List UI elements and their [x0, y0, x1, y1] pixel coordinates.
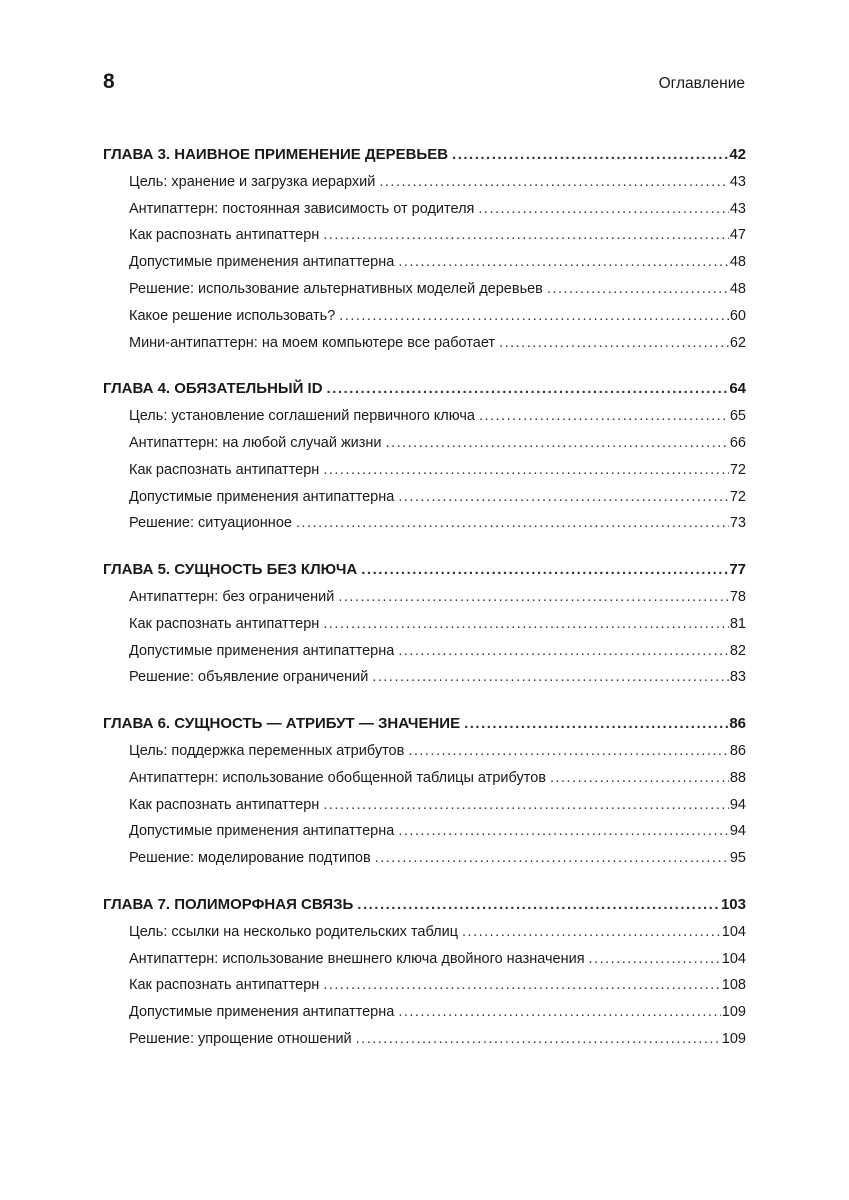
toc-entry-label: Цель: ссылки на несколько родительских таблиц — [129, 923, 459, 940]
dot-leader — [479, 403, 729, 430]
toc-chapter — [103, 376, 746, 537]
chapter-page: 64 — [729, 380, 746, 398]
toc-entry[interactable] — [103, 303, 746, 330]
toc-entry-label: Допустимые применения антипаттерна — [129, 642, 395, 659]
toc-entry-page: 82 — [729, 642, 746, 659]
chapter-page: 103 — [720, 895, 746, 913]
toc-entry-label: Как распознать антипаттерн — [129, 461, 320, 478]
dot-leader — [339, 303, 729, 330]
running-title: Оглавление — [658, 75, 745, 92]
dot-leader — [323, 792, 729, 819]
toc-entry-label: Решение: ситуационное — [129, 515, 292, 532]
dot-leader — [357, 892, 720, 919]
toc-entry-label: Допустимые применения антипаттерна — [129, 823, 395, 840]
toc-entry-label: Антипаттерн: использование внешнего ключа двойного назначения — [129, 950, 585, 967]
toc-entry-page: 43 — [729, 173, 746, 190]
toc-entry[interactable] — [103, 738, 746, 765]
dot-leader — [323, 611, 729, 638]
toc-entry-label: Антипаттерн: использование обобщенной таблицы атрибутов — [129, 769, 546, 786]
toc-entry-page: 66 — [729, 434, 746, 451]
toc-entry-label: Решение: моделирование подтипов — [129, 850, 371, 867]
dot-leader — [323, 457, 729, 484]
toc-chapter — [103, 557, 746, 691]
dot-leader — [589, 946, 721, 973]
toc-entry-label: Допустимые применения антипаттерна — [129, 254, 395, 271]
toc-entry-page: 88 — [729, 769, 746, 786]
dot-leader — [398, 638, 729, 665]
toc-entry-page: 60 — [729, 307, 746, 324]
toc-entry[interactable] — [103, 999, 746, 1026]
toc-entry-page: 83 — [729, 669, 746, 686]
toc-entry[interactable] — [103, 276, 746, 303]
toc-entry-label: Решение: использование альтернативных моделей деревьев — [129, 280, 543, 297]
toc-entry-page: 78 — [729, 588, 746, 605]
dot-leader — [379, 169, 729, 196]
toc-entry-label: Решение: объявление ограничений — [129, 669, 369, 686]
toc-entry-page: 94 — [729, 823, 746, 840]
toc-chapter-entry[interactable] — [103, 376, 746, 403]
dot-leader — [361, 557, 728, 584]
toc-entry[interactable] — [103, 457, 746, 484]
toc-entry-label: Какое решение использовать? — [129, 307, 336, 324]
dot-leader — [452, 142, 728, 169]
toc-entry-page: 108 — [721, 977, 746, 994]
toc-entry[interactable] — [103, 664, 746, 691]
dot-leader — [398, 484, 729, 511]
toc-entry[interactable] — [103, 919, 746, 946]
dot-leader — [550, 765, 729, 792]
dot-leader — [398, 999, 720, 1026]
chapter-title: ГЛАВА 7. ПОЛИМОРФНАЯ СВЯЗЬ — [103, 895, 354, 913]
toc-entry-label: Мини-антипаттерн: на моем компьютере все работает — [129, 334, 496, 351]
toc-entry-page: 43 — [729, 200, 746, 217]
toc-entry-page: 109 — [721, 1030, 746, 1047]
toc-entry-page: 65 — [729, 408, 746, 425]
dot-leader — [547, 276, 729, 303]
toc-entry[interactable] — [103, 638, 746, 665]
toc-entry[interactable] — [103, 765, 746, 792]
dot-leader — [386, 430, 729, 457]
toc-entry[interactable] — [103, 845, 746, 872]
chapter-title: ГЛАВА 5. СУЩНОСТЬ БЕЗ КЛЮЧА — [103, 561, 358, 579]
dot-leader — [408, 738, 729, 765]
chapter-title: ГЛАВА 3. НАИВНОЕ ПРИМЕНЕНИЕ ДЕРЕВЬЕВ — [103, 146, 449, 163]
toc-entry-page: 72 — [729, 461, 746, 478]
toc-entry-label: Цель: поддержка переменных атрибутов — [129, 742, 405, 759]
toc-entry[interactable] — [103, 403, 746, 430]
dot-leader — [296, 510, 729, 537]
toc-chapter-entry[interactable] — [103, 892, 746, 919]
dot-leader — [372, 664, 729, 691]
toc-chapter — [103, 142, 746, 356]
chapter-title: ГЛАВА 4. ОБЯЗАТЕЛЬНЫЙ ID — [103, 380, 323, 398]
toc-entry-page: 48 — [729, 280, 746, 297]
toc-entry-label: Допустимые применения антипаттерна — [129, 488, 395, 505]
toc-entry-page: 104 — [721, 923, 746, 940]
toc-chapter — [103, 892, 746, 1053]
toc-entry[interactable] — [103, 196, 746, 223]
toc-entry-page: 95 — [729, 850, 746, 867]
toc-entry[interactable] — [103, 792, 746, 819]
toc-entry[interactable] — [103, 222, 746, 249]
chapter-page: 86 — [729, 715, 746, 733]
dot-leader — [323, 972, 720, 999]
chapter-page: 42 — [729, 146, 746, 163]
toc-entry[interactable] — [103, 818, 746, 845]
dot-leader — [338, 584, 729, 611]
toc-chapter-entry[interactable] — [103, 142, 746, 169]
toc-entry-page: 104 — [721, 950, 746, 967]
toc-entry-page: 109 — [721, 1004, 746, 1021]
dot-leader — [478, 196, 728, 223]
dot-leader — [323, 222, 729, 249]
dot-leader — [464, 711, 728, 738]
toc-entry-page: 72 — [729, 488, 746, 505]
table-of-contents — [103, 142, 746, 1073]
toc-chapter-entry[interactable] — [103, 557, 746, 584]
toc-entry[interactable] — [103, 611, 746, 638]
toc-entry[interactable] — [103, 972, 746, 999]
toc-entry-page: 48 — [729, 254, 746, 271]
page-number: 8 — [103, 70, 115, 93]
toc-entry[interactable] — [103, 510, 746, 537]
toc-entry-label: Цель: хранение и загрузка иерархий — [129, 173, 376, 190]
toc-entry-page: 94 — [729, 796, 746, 813]
chapter-page: 77 — [729, 561, 746, 579]
toc-entry-page: 62 — [729, 334, 746, 351]
toc-entry-page: 86 — [729, 742, 746, 759]
dot-leader — [398, 818, 729, 845]
toc-entry-label: Антипаттерн: на любой случай жизни — [129, 434, 382, 451]
toc-entry-page: 73 — [729, 515, 746, 532]
toc-entry-label: Как распознать антипаттерн — [129, 796, 320, 813]
toc-entry[interactable] — [103, 584, 746, 611]
toc-entry[interactable] — [103, 946, 746, 973]
toc-entry-page: 81 — [729, 615, 746, 632]
toc-chapter — [103, 711, 746, 872]
toc-entry-label: Решение: упрощение отношений — [129, 1030, 352, 1047]
toc-entry[interactable] — [103, 249, 746, 276]
toc-entry-label: Антипаттерн: постоянная зависимость от родителя — [129, 200, 475, 217]
toc-entry-label: Цель: установление соглашений первичного ключа — [129, 408, 475, 425]
toc-entry-page: 47 — [729, 227, 746, 244]
dot-leader — [327, 376, 729, 403]
chapter-title: ГЛАВА 6. СУЩНОСТЬ — АТРИБУТ — ЗНАЧЕНИЕ — [103, 715, 461, 733]
dot-leader — [499, 330, 729, 357]
dot-leader — [398, 249, 729, 276]
toc-chapter-entry[interactable] — [103, 711, 746, 738]
dot-leader — [375, 845, 729, 872]
toc-entry[interactable] — [103, 169, 746, 196]
toc-entry[interactable] — [103, 430, 746, 457]
toc-entry-label: Как распознать антипаттерн — [129, 615, 320, 632]
toc-entry-label: Антипаттерн: без ограничений — [129, 588, 335, 605]
dot-leader — [462, 919, 721, 946]
toc-entry-label: Как распознать антипаттерн — [129, 977, 320, 994]
toc-entry[interactable] — [103, 330, 746, 357]
toc-entry-label: Как распознать антипаттерн — [129, 227, 320, 244]
toc-entry[interactable] — [103, 484, 746, 511]
toc-entry-label: Допустимые применения антипаттерна — [129, 1004, 395, 1021]
dot-leader — [356, 1026, 721, 1053]
toc-entry[interactable] — [103, 1026, 746, 1053]
